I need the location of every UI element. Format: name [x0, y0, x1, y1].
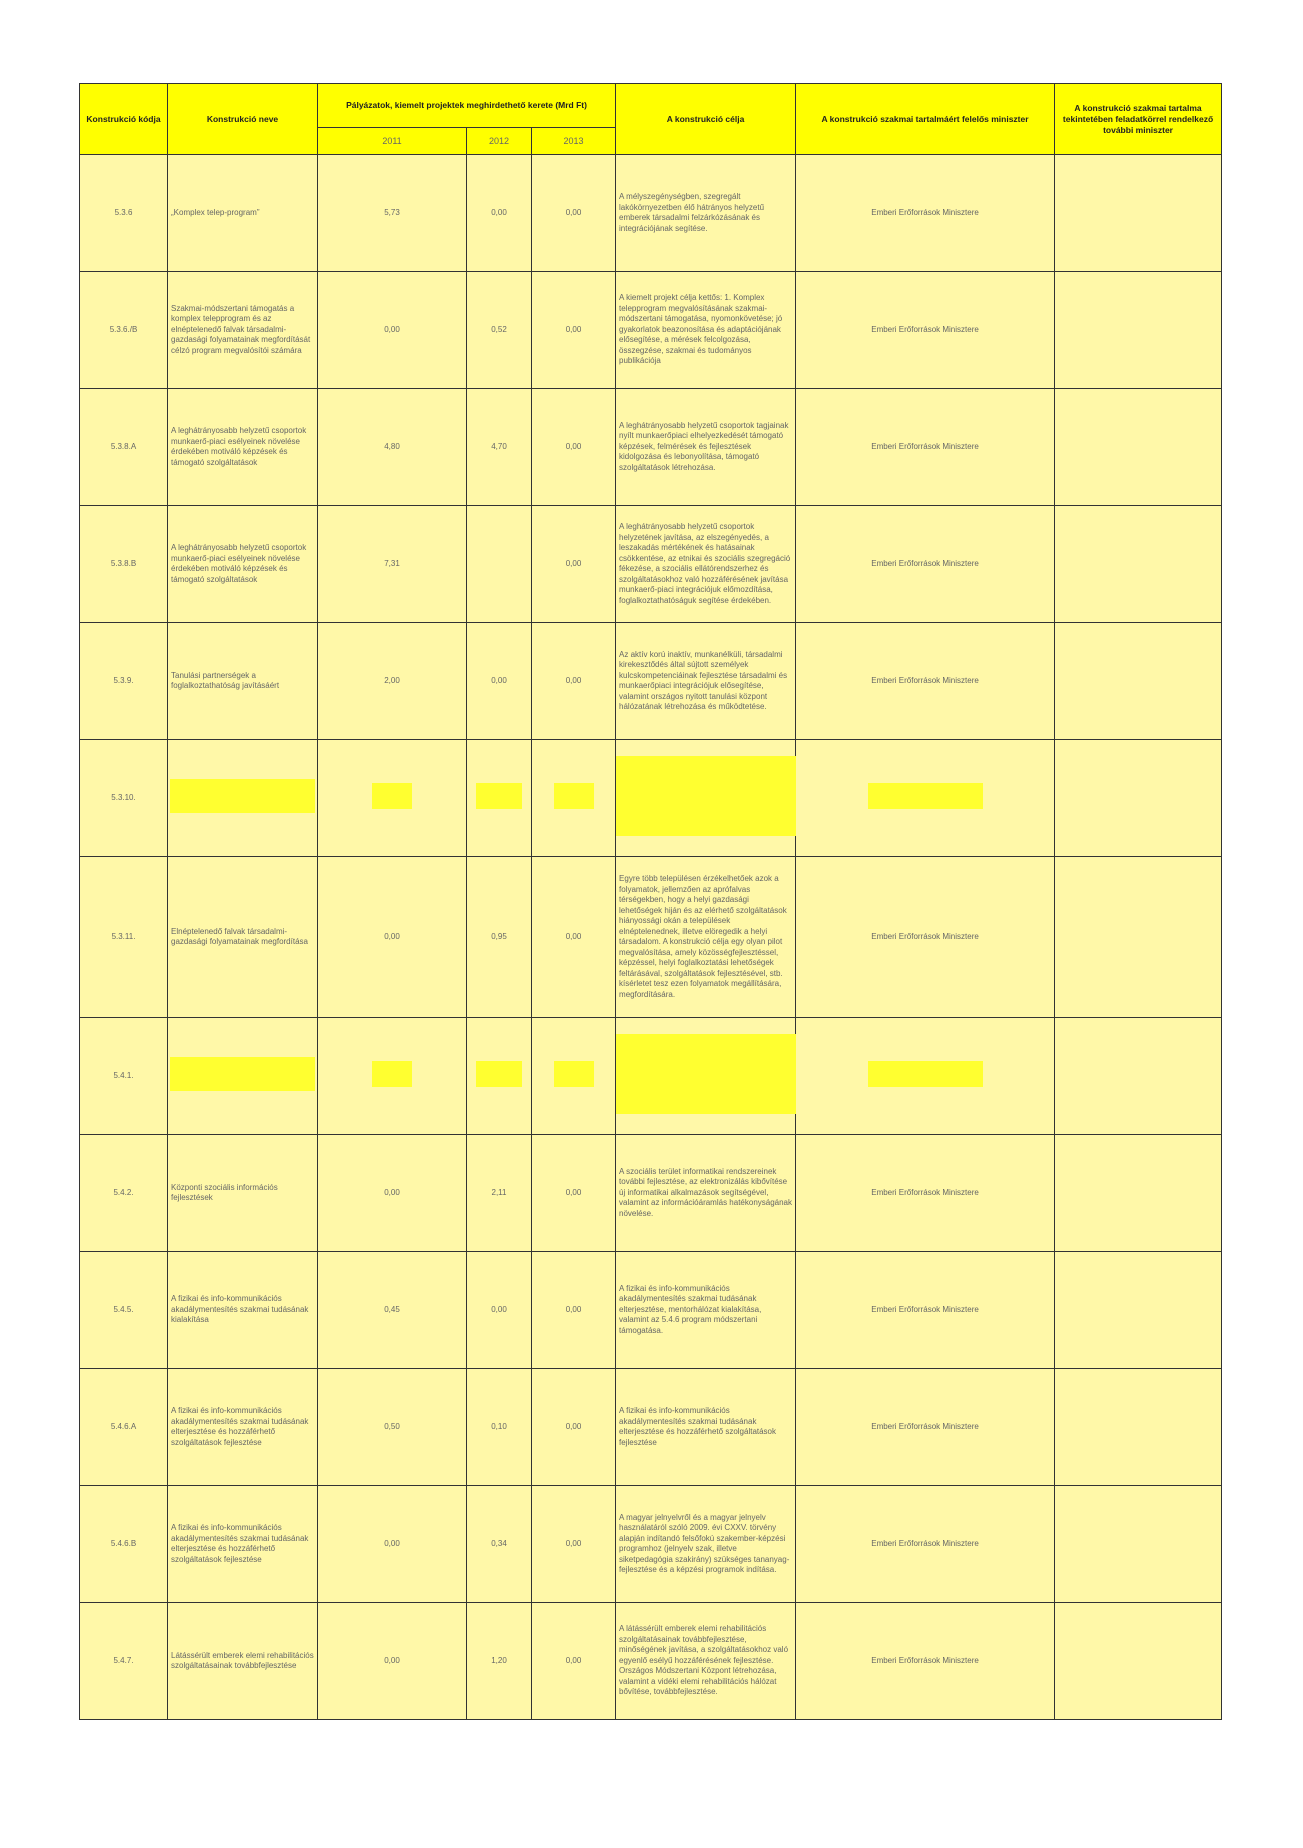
table-row [80, 1018, 1222, 1135]
row-code: 5.4.7. [80, 1603, 168, 1720]
row-goal: A leghátrányosabb helyzetű csoportok helyzetének javítása, az elszegényedés, a leszakadás mértékének és hatásainak csökkentése, az etnikai és szociális szegregáció fékezése, a szociális ellátórendszerhez és szolgáltatásokhoz való hozzáférésének javítása munkaerő-piaci integrációjuk előmozdítása, foglalkoztathatóságuk segítése érdekében. [616, 506, 796, 623]
row-other-minister [1055, 1603, 1222, 1720]
row-value-2012: 0,34 [467, 1486, 532, 1603]
row-goal: Egyre több településen érzékelhetőek azok a folyamatok, jellemzően az aprófalvas térségekben, hogy a helyi gazdasági lehetőségek hiján és az elérhető szolgáltatások hiányossági okán a települések elnéptelenednek, illetve elöregedik a helyi társadalom. A konstrukció célja egy olyan pilot megvalósítása, amely közösségfejlesztéssel, képzéssel, helyi foglalkoztatási lehetőségek feltárásával, szolgáltatások fejlesztésével, stb. kísérletet tesz ezen folyamatok megállítására, megfordítására. [616, 857, 796, 1018]
row-other-minister [1055, 155, 1222, 272]
header-year-2011: 2011 [318, 128, 467, 155]
highlight-blank [170, 1057, 315, 1091]
row-code: 5.3.9. [80, 623, 168, 740]
highlight-blank [868, 783, 983, 809]
table-row [80, 389, 1222, 506]
row-code: 5.3.11. [80, 857, 168, 1018]
row-name: A fizikai és info-kommunikációs akadálymentesítés szakmai tudásának kialakítása [168, 1252, 318, 1369]
header-year-2013: 2013 [532, 128, 616, 155]
table-body [80, 155, 1222, 1720]
row-goal: A leghátrányosabb helyzetű csoportok tagjainak nyílt munkaerőpiaci elhelyezkedését támogató képzések, felmérések és fejlesztések kidolgozása és lebonyolítása, támogató szolgáltatások létrehozása. [616, 389, 796, 506]
row-minister: Emberi Erőforrások Minisztere [796, 1486, 1055, 1603]
row-name: A fizikai és info-kommunikációs akadálymentesítés szakmai tudásának elterjesztése és hozzáférhető szolgáltatások fejlesztése [168, 1369, 318, 1486]
row-value-2013: 0,00 [532, 155, 616, 272]
table-row [80, 155, 1222, 272]
construction-table [79, 83, 1222, 1720]
table-row [80, 272, 1222, 389]
table-row [80, 1603, 1222, 1720]
row-value-2013: 0,00 [532, 272, 616, 389]
row-goal: Az aktív korú inaktív, munkanélküli, társadalmi kirekesztődés által sújtott személyek kulcskompetenciáinak fejlesztése társadalmi és munkaerőpiaci integrációjuk elősegítése, valamint országos nyitott tanulási központ hálózatának létrehozása és működtetése. [616, 623, 796, 740]
table-row [80, 740, 1222, 857]
cell-goal-blank [616, 1018, 796, 1135]
row-name: A fizikai és info-kommunikációs akadálymentesítés szakmai tudásának elterjesztése és hozzáférhető szolgáltatások fejlesztése [168, 1486, 318, 1603]
row-value-2011: 0,50 [318, 1369, 467, 1486]
row-other-minister [1055, 1252, 1222, 1369]
cell-goal-blank [616, 740, 796, 857]
header-minister: A konstrukció szakmai tartalmáért felelős miniszter [796, 84, 1055, 155]
row-value-2012: 0,00 [467, 623, 532, 740]
row-value-2012: 0,00 [467, 1252, 532, 1369]
header-other-minister: A konstrukció szakmai tartalma tekintetében feladatkörrel rendelkező további miniszter [1055, 84, 1222, 155]
table-row [80, 506, 1222, 623]
highlight-blank [476, 1061, 522, 1087]
header-code: Konstrukció kódja [80, 84, 168, 155]
row-name: Központi szociális információs fejlesztések [168, 1135, 318, 1252]
row-goal: A fizikai és info-kommunikációs akadálymentesítés szakmai tudásának elterjesztése és hozzáférhető szolgáltatások fejlesztése [616, 1369, 796, 1486]
row-minister: Emberi Erőforrások Minisztere [796, 389, 1055, 506]
row-name: Szakmai-módszertani támogatás a komplex telepprogram és az elnéptelenedő falvak társadalmi-gazdasági folyamatainak megfordítását célzó program megvalósítói számára [168, 272, 318, 389]
row-value-2012: 0,10 [467, 1369, 532, 1486]
row-code: 5.4.1. [80, 1018, 168, 1135]
row-value-2011: 0,00 [318, 1603, 467, 1720]
row-minister: Emberi Erőforrások Minisztere [796, 272, 1055, 389]
highlight-blank [372, 1061, 412, 1087]
highlight-blank [372, 783, 412, 809]
row-name: „Komplex telep-program” [168, 155, 318, 272]
row-other-minister [1055, 623, 1222, 740]
row-code: 5.3.6./B [80, 272, 168, 389]
row-other-minister [1055, 389, 1222, 506]
table-row [80, 1135, 1222, 1252]
table-row [80, 623, 1222, 740]
row-other-minister [1055, 506, 1222, 623]
row-other-minister [1055, 1135, 1222, 1252]
row-value-2013: 0,00 [532, 1486, 616, 1603]
row-goal: A mélyszegénységben, szegregált lakókörnyezetben élő hátrányos helyzetű emberek társadalmi felzárkózásának és integrációjának segítése. [616, 155, 796, 272]
row-goal: A kiemelt projekt célja kettős: 1. Komplex telepprogram megvalósításának szakmai-módszertani támogatása, nyomonkövetése; jó gyakorlatok beazonosítása és adaptációjának elősegítése, a mérések felcolgozása, összegzése, szakmai és tudományos publikációja [616, 272, 796, 389]
highlight-blank [554, 783, 594, 809]
row-minister: Emberi Erőforrások Minisztere [796, 1135, 1055, 1252]
row-goal: A szociális terület informatikai rendszereinek további fejlesztése, az elektronizálás kibővítése új informatikai alkalmazások segítségével, valamint az információáramlás hatékonyságának növelése. [616, 1135, 796, 1252]
highlight-blank [476, 783, 522, 809]
table-row [80, 1369, 1222, 1486]
row-minister: Emberi Erőforrások Minisztere [796, 857, 1055, 1018]
cell-2011-blank [318, 1018, 467, 1135]
highlight-blank [554, 1061, 594, 1087]
row-value-2013: 0,00 [532, 506, 616, 623]
row-code: 5.4.6.A [80, 1369, 168, 1486]
row-name: A leghátrányosabb helyzetű csoportok munkaerő-piaci esélyeinek növelése érdekében motiváló képzések és támogató szolgáltatások [168, 389, 318, 506]
row-name: A leghátrányosabb helyzetű csoportok munkaerő-piaci esélyeinek növelése érdekében motiváló képzések és támogató szolgáltatások [168, 506, 318, 623]
table-row [80, 857, 1222, 1018]
row-minister: Emberi Erőforrások Minisztere [796, 1252, 1055, 1369]
row-value-2012: 0,52 [467, 272, 532, 389]
highlight-blank [616, 1034, 796, 1114]
cell-minister-blank [796, 740, 1055, 857]
header-name: Konstrukció neve [168, 84, 318, 155]
row-value-2013: 0,00 [532, 1252, 616, 1369]
row-value-2013: 0,00 [532, 623, 616, 740]
cell-2012-blank [467, 740, 532, 857]
row-value-2011: 0,00 [318, 1486, 467, 1603]
table-row [80, 1252, 1222, 1369]
row-value-2011: 0,00 [318, 1135, 467, 1252]
row-minister: Emberi Erőforrások Minisztere [796, 1603, 1055, 1720]
row-value-2012: 0,00 [467, 155, 532, 272]
row-minister: Emberi Erőforrások Minisztere [796, 155, 1055, 272]
header-year-2012: 2012 [467, 128, 532, 155]
row-value-2013: 0,00 [532, 1603, 616, 1720]
row-value-2011: 4,80 [318, 389, 467, 506]
row-goal: A magyar jelnyelvről és a magyar jelnyelv használatáról szóló 2009. évi CXXV. törvény alapján indítandó felsőfokú szakember-képzési programhoz (jelnyelv szak, illetve siketpedagógia szakirány) szükséges tananyag-fejlesztése és a képzési programok indítása. [616, 1486, 796, 1603]
row-code: 5.3.10. [80, 740, 168, 857]
row-goal: A fizikai és info-kommunikációs akadálymentesítés szakmai tudásának elterjesztése, mentorhálózat kialakítása, valamint az 5.4.6 program módszertani támogatása. [616, 1252, 796, 1369]
row-code: 5.4.2. [80, 1135, 168, 1252]
row-value-2011: 0,00 [318, 857, 467, 1018]
row-minister: Emberi Erőforrások Minisztere [796, 623, 1055, 740]
row-code: 5.3.8.A [80, 389, 168, 506]
cell-minister-blank [796, 1018, 1055, 1135]
cell-2013-blank [532, 740, 616, 857]
row-value-2011: 0,45 [318, 1252, 467, 1369]
row-minister: Emberi Erőforrások Minisztere [796, 1369, 1055, 1486]
row-code: 5.4.6.B [80, 1486, 168, 1603]
row-value-2011: 2,00 [318, 623, 467, 740]
row-name: Látássérült emberek elemi rehabilitációs szolgáltatásainak továbbfejlesztése [168, 1603, 318, 1720]
row-other-minister [1055, 857, 1222, 1018]
table-row [80, 1486, 1222, 1603]
header-budget: Pályázatok, kiemelt projektek meghirdethető kerete (Mrd Ft) [318, 84, 616, 128]
cell-name-blank [168, 740, 318, 857]
row-value-2011: 0,00 [318, 272, 467, 389]
row-value-2012: 2,11 [467, 1135, 532, 1252]
highlight-blank [616, 756, 796, 836]
cell-2012-blank [467, 1018, 532, 1135]
row-other-minister [1055, 1369, 1222, 1486]
row-value-2013: 0,00 [532, 389, 616, 506]
row-other-minister [1055, 272, 1222, 389]
row-other-minister [1055, 740, 1222, 857]
row-other-minister [1055, 1486, 1222, 1603]
highlight-blank [170, 779, 315, 813]
row-value-2013: 0,00 [532, 857, 616, 1018]
row-code: 5.3.6 [80, 155, 168, 272]
row-value-2012: 1,20 [467, 1603, 532, 1720]
row-value-2011: 5,73 [318, 155, 467, 272]
row-value-2012 [467, 506, 532, 623]
row-name: Tanulási partnerségek a foglalkoztathatóság javításáért [168, 623, 318, 740]
row-value-2013: 0,00 [532, 1135, 616, 1252]
cell-2013-blank [532, 1018, 616, 1135]
row-code: 5.4.5. [80, 1252, 168, 1369]
header-goal: A konstrukció célja [616, 84, 796, 155]
row-goal: A látássérült emberek elemi rehabilitációs szolgáltatásainak továbbfejlesztése, minőségének javítása, a szolgáltatásokhoz való egyenlő esélyű hozzáférésének fejlesztése. Országos Módszertani Központ létrehozása, valamint a vidéki elemi rehabilitációs hálózat bővítése, továbbfejlesztése. [616, 1603, 796, 1720]
row-name: Elnéptelenedő falvak társadalmi-gazdasági folyamatainak megfordítása [168, 857, 318, 1018]
row-other-minister [1055, 1018, 1222, 1135]
row-value-2013: 0,00 [532, 1369, 616, 1486]
row-code: 5.3.8.B [80, 506, 168, 623]
row-value-2011: 7,31 [318, 506, 467, 623]
cell-2011-blank [318, 740, 467, 857]
row-value-2012: 4,70 [467, 389, 532, 506]
cell-name-blank [168, 1018, 318, 1135]
highlight-blank [868, 1061, 983, 1087]
row-value-2012: 0,95 [467, 857, 532, 1018]
row-minister: Emberi Erőforrások Minisztere [796, 506, 1055, 623]
